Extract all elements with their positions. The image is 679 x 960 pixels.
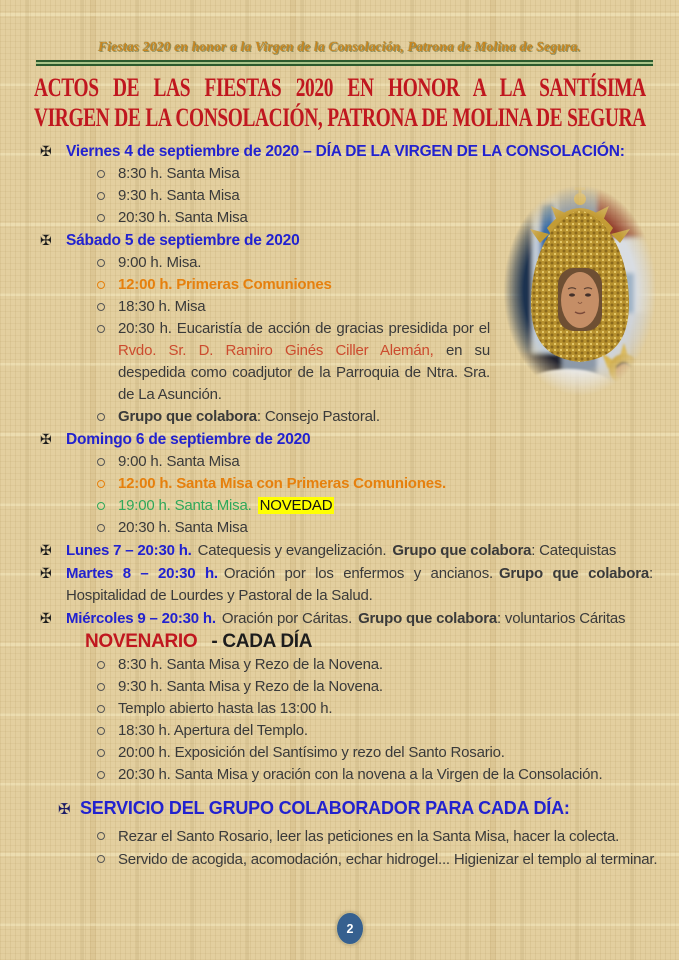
weekday-time: Lunes 7 – 20:30 h. <box>66 542 192 559</box>
maltese-cross-icon: ✠ <box>58 801 71 818</box>
novenario-item <box>0 676 679 698</box>
circle-bullet-icon <box>97 855 105 863</box>
novenario-item <box>0 654 679 676</box>
servicio-heading <box>0 796 679 822</box>
schedule-item-text: 12:00 h. Primeras Comuniones <box>118 276 332 293</box>
schedule-item <box>0 274 679 296</box>
circle-bullet-icon <box>97 705 105 713</box>
novedad-highlight: NOVEDAD <box>259 497 333 514</box>
weekday-desc: Oración por los enfermos y ancianos. <box>223 565 493 582</box>
schedule-item-text: 20:30 h. Santa Misa <box>118 519 248 536</box>
novenario-item-text: Templo abierto hasta las 13:00 h. <box>118 700 333 717</box>
circle-bullet-icon <box>97 281 105 289</box>
circle-bullet-icon <box>97 192 105 200</box>
circle-bullet-icon <box>97 413 105 421</box>
circle-bullet-icon <box>97 214 105 222</box>
circle-bullet-icon <box>97 832 105 840</box>
weekday-row-miercoles <box>0 607 679 630</box>
novenario-heading <box>0 630 679 654</box>
circle-bullet-icon <box>97 502 105 510</box>
servicio-item <box>0 825 679 848</box>
schedule-item <box>0 163 679 185</box>
schedule-item <box>0 185 679 207</box>
page-title <box>34 73 646 135</box>
servicio-item-text: Servido de acogida, acomodación, echar hidrogel... Higienizar el templo al terminar. <box>118 851 658 868</box>
title-line-1: ACTOS DE LAS FIESTAS 2020 EN HONOR A LA SANTÍSIMA <box>34 73 646 102</box>
circle-bullet-icon <box>97 480 105 488</box>
schedule-item-text: 20:30 h. Santa Misa <box>118 209 248 226</box>
day-heading-domingo <box>0 428 679 451</box>
weekday-row-lunes <box>0 539 679 562</box>
novenario-title: NOVENARIO <box>85 631 198 652</box>
circle-bullet-icon <box>97 170 105 178</box>
header-note: Fiestas 2020 en honor a la Virgen de la Consolación, Patrona de Molina de Segura. <box>98 39 581 54</box>
circle-bullet-icon <box>97 458 105 466</box>
day-heading-text: Viernes 4 de septiembre de 2020 – DÍA DE LA VIRGEN DE LA CONSOLACIÓN: <box>66 143 625 160</box>
eucaristia-post: en su despedida como coadjutor de la Parroquia de Ntra. Sra. de La Asunción. <box>118 342 490 403</box>
schedule-item <box>0 207 679 229</box>
eucaristia-pre: 20:30 h. Eucaristía de acción de gracias presidida por el <box>118 320 490 337</box>
schedule-item-novedad <box>0 495 679 517</box>
servicio-heading-text: SERVICIO DEL GRUPO COLABORADOR PARA CADA DÍA: <box>80 798 570 818</box>
novenario-item-text: 18:30 h. Apertura del Templo. <box>118 722 308 739</box>
grupo-label: Grupo que colabora <box>358 610 497 627</box>
title-line-2: VIRGEN DE LA CONSOLACIÓN, PATRONA DE MOLINA DE SEGURA <box>34 103 646 132</box>
decorative-green-rule <box>36 60 653 66</box>
novenario-item-text: 20:30 h. Santa Misa y oración con la novena a la Virgen de la Consolación. <box>118 766 603 783</box>
grupo-value: : Catequistas <box>531 542 617 559</box>
circle-bullet-icon <box>97 524 105 532</box>
weekday-time: Miércoles 9 – 20:30 h. <box>66 610 216 627</box>
servicio-item <box>0 848 663 894</box>
circle-bullet-icon <box>97 325 105 333</box>
day-heading-text: Sábado 5 de septiembre de 2020 <box>66 232 300 249</box>
weekday-time: Martes 8 – 20:30 h. <box>66 565 218 582</box>
circle-bullet-icon <box>97 771 105 779</box>
novenario-item-text: 9:30 h. Santa Misa y Rezo de la Novena. <box>118 678 383 695</box>
circle-bullet-icon <box>97 259 105 267</box>
page-number-badge <box>336 912 364 945</box>
circle-bullet-icon <box>97 683 105 691</box>
grupo-label: Grupo que colabora <box>118 408 257 425</box>
grupo-label: Grupo que colabora <box>498 565 650 582</box>
circle-bullet-icon <box>97 749 105 757</box>
schedule-item-text: 12:00 h. Santa Misa con Primeras Comuniones. <box>118 475 446 492</box>
novenario-item <box>0 764 679 786</box>
weekday-cont-text: Hospitalidad de Lourdes y Pastoral de la Salud. <box>66 587 373 604</box>
schedule-item <box>0 473 679 495</box>
schedule-item <box>0 517 679 539</box>
maltese-cross-icon: ✠ <box>40 232 52 248</box>
circle-bullet-icon <box>97 727 105 735</box>
circle-bullet-icon <box>97 661 105 669</box>
page-number: 2 <box>346 921 354 936</box>
day-heading-sabado <box>0 229 679 252</box>
circle-bullet-icon <box>97 303 105 311</box>
weekday-desc: Oración por Cáritas. <box>221 610 353 627</box>
grupo-value: : voluntarios Cáritas <box>497 610 626 627</box>
schedule-item-grupo <box>0 406 679 428</box>
maltese-cross-icon: ✠ <box>40 610 52 626</box>
priest-name: Rvdo. Sr. D. Ramiro Ginés Ciller Alemán, <box>118 342 434 359</box>
schedule-item <box>0 451 679 473</box>
maltese-cross-icon: ✠ <box>40 143 52 159</box>
schedule-item-text: 9:00 h. Santa Misa <box>118 453 240 470</box>
schedule-item-text: 8:30 h. Santa Misa <box>118 165 240 182</box>
novenario-item <box>0 698 679 720</box>
maltese-cross-icon: ✠ <box>40 542 52 558</box>
maltese-cross-icon: ✠ <box>40 565 52 581</box>
grupo-value: : <box>649 565 653 582</box>
day-heading-text: Domingo 6 de septiembre de 2020 <box>66 431 311 448</box>
novenario-item-text: 8:30 h. Santa Misa y Rezo de la Novena. <box>118 656 383 673</box>
servicio-item-text: Rezar el Santo Rosario, leer las peticiones en la Santa Misa, hacer la colecta. <box>118 828 620 845</box>
weekday-row-martes <box>0 562 679 585</box>
grupo-label: Grupo que colabora <box>392 542 532 559</box>
novenario-item <box>0 742 679 764</box>
novenario-subtitle: - CADA DÍA <box>211 631 313 652</box>
schedule-item-eucaristia <box>0 318 490 406</box>
weekday-desc: Catequesis y evangelización. <box>197 542 387 559</box>
maltese-cross-icon: ✠ <box>40 431 52 447</box>
schedule-item-text: 19:00 h. Santa Misa. <box>118 497 252 514</box>
grupo-value: : Consejo Pastoral. <box>256 408 380 425</box>
schedule-item <box>0 252 679 274</box>
day-heading-viernes <box>0 140 679 163</box>
schedule-item-text: 9:00 h. Misa. <box>118 254 202 271</box>
schedule-item-text: 18:30 h. Misa <box>118 298 206 315</box>
schedule-content <box>0 140 679 894</box>
schedule-item-text: 9:30 h. Santa Misa <box>118 187 240 204</box>
novenario-item-text: 20:00 h. Exposición del Santísimo y rezo del Santo Rosario. <box>118 744 505 761</box>
weekday-row-martes-cont <box>0 585 679 607</box>
novenario-item <box>0 720 679 742</box>
schedule-item <box>0 296 679 318</box>
